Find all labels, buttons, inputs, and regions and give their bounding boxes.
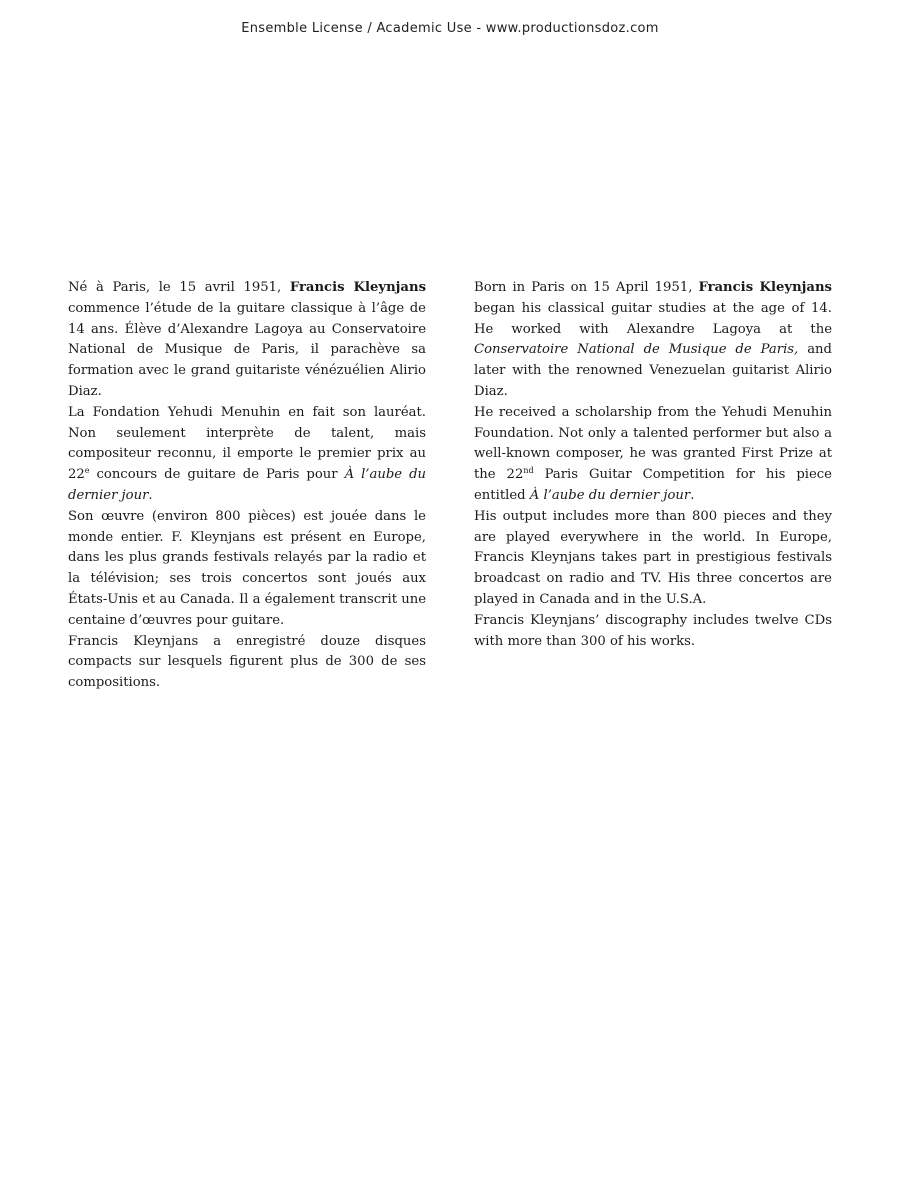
fr-piece-title: À l’aube du dernier jour bbox=[68, 467, 426, 503]
en-paragraph-works: His output includes more than 800 pieces and they are played everywhere in the world. In Europe, Francis Kleynjans takes part in prestigious festivals broadcast on radio and TV. His three concertos are played in Canada and in the U.S.A. bbox=[474, 508, 832, 607]
fr-composer-name: Francis Kleynjans bbox=[289, 280, 426, 295]
fr-paragraph-birth bbox=[68, 278, 426, 403]
en-p1-text-a: Born in Paris on 15 April 1951, bbox=[474, 280, 699, 295]
fr-p2-text-a: La Fondation Yehudi Menuhin en fait son lauréat. Non seulement interprète de talent, mais compositeur reconnu, il emporte le premier prix au 22 bbox=[68, 404, 426, 483]
fr-p1-text-a: Né à Paris, le 15 avril 1951, bbox=[68, 280, 290, 295]
biography-english-column bbox=[474, 278, 832, 652]
en-paragraph-birth bbox=[474, 278, 832, 403]
fr-p2-text-b: concours de guitare de Paris pour bbox=[89, 467, 345, 483]
en-composer-name: Francis Kleynjans bbox=[698, 280, 832, 295]
biography-french-column bbox=[68, 278, 426, 694]
en-p2-text-a: He received a scholarship from the Yehudi Menuhin Foundation. Not only a talented performer but also a well-known composer, he was granted First Prize at the 22 bbox=[474, 404, 832, 483]
en-p1-text-c: and later with the renowned Venezuelan guitarist Alirio Diaz. bbox=[474, 342, 832, 399]
license-header: Ensemble License / Academic Use - www.productionsdoz.com bbox=[241, 21, 659, 36]
en-paragraph-discography: Francis Kleynjans’ discography includes twelve CDs with more than 300 of his works. bbox=[474, 612, 832, 649]
en-conservatoire-name: Conservatoire National de Musique de Paris, bbox=[474, 342, 799, 358]
en-p2-text-c: . bbox=[690, 487, 695, 503]
en-paragraph-prize bbox=[474, 403, 832, 507]
fr-p2-text-c: . bbox=[148, 487, 153, 503]
fr-ordinal-suffix: e bbox=[84, 466, 90, 476]
en-piece-title: À l’aube du dernier jour bbox=[529, 487, 691, 503]
en-ordinal-suffix: nd bbox=[523, 466, 534, 476]
fr-paragraph-prize bbox=[68, 403, 426, 507]
fr-paragraph-discography: Francis Kleynjans a enregistré douze disques compacts sur lesquels figurent plus de 300 de ses compositions. bbox=[68, 633, 426, 691]
en-p1-text-b: began his classical guitar studies at the age of 14. He worked with Alexandre Lagoya at the bbox=[474, 300, 832, 337]
fr-p1-text-b: commence l’étude de la guitare classique à l’âge de 14 ans. Élève d’Alexandre Lagoya au Conservatoire National de Musique de Paris, il parachève sa formation avec le grand guitariste vénézuélien Alirio Diaz. bbox=[68, 300, 426, 399]
en-p2-text-b: Paris Guitar Competition for his piece entitled bbox=[474, 467, 832, 503]
fr-paragraph-works: Son œuvre (environ 800 pièces) est jouée dans le monde entier. F. Kleynjans est présent en Europe, dans les plus grands festivals relayés par la radio et la télévision; ses trois concertos sont joués aux États-Unis et au Canada. Il a également transcrit une centaine d’œuvres pour guitare. bbox=[68, 508, 426, 628]
